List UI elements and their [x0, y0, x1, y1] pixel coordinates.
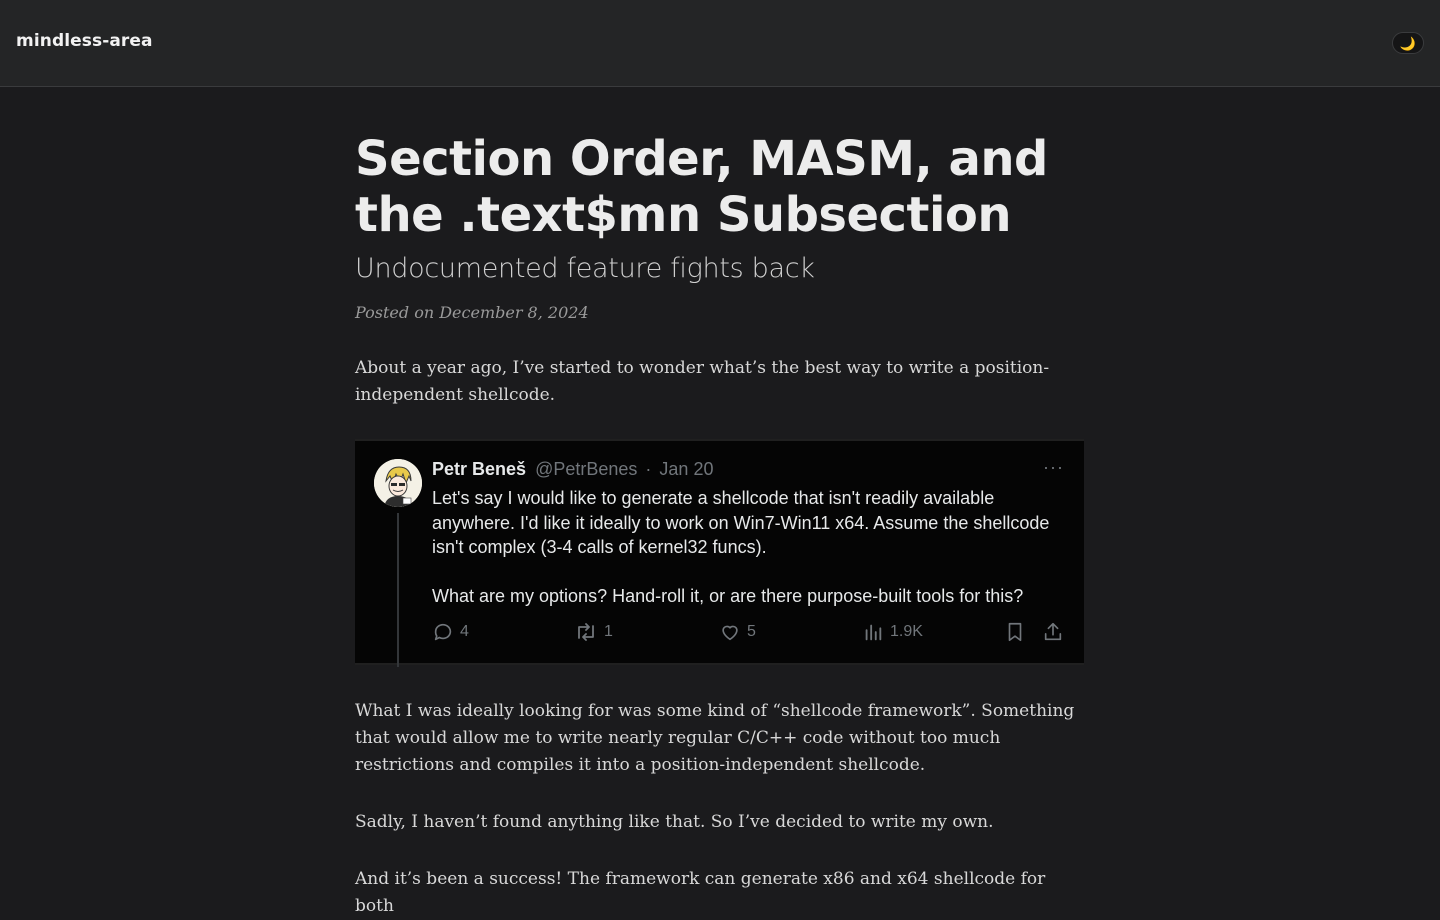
tweet-text-line: Let's say I would like to generate a shellcode that isn't readily available anywhere. I'd like it ideally to work on Win7-Win11 x64. Assume the shellcode isn't complex (3-4 calls of kernel32 funcs).	[432, 488, 1050, 557]
reply-icon	[432, 621, 454, 643]
tweet-date: Jan 20	[659, 459, 714, 479]
moon-icon: 🌙	[1399, 35, 1417, 51]
repost-icon	[574, 621, 598, 643]
views-icon	[862, 621, 884, 643]
repost-action	[574, 621, 613, 643]
paragraph: And it’s been a success! The framework can generate x86 and x64 shellcode for both	[355, 869, 1046, 916]
tweet-author-handle: @PetrBenes	[535, 459, 638, 479]
article	[355, 88, 1085, 920]
tweet-avatar	[374, 459, 422, 507]
post-subtitle: Undocumented feature fights back	[355, 253, 815, 284]
views-count: 1.9K	[890, 623, 923, 640]
bookmark-icon	[1004, 621, 1026, 643]
top-bar	[0, 0, 1440, 87]
bookmark-action	[1004, 621, 1026, 643]
tweet-embed-image	[355, 439, 1084, 665]
paragraph: Sadly, I haven’t found anything like that. So I’ve decided to write my own.	[355, 812, 994, 832]
more-options-icon: ···	[1043, 457, 1064, 477]
reply-count: 4	[460, 623, 469, 640]
reply-action	[432, 621, 469, 643]
views-action	[862, 621, 923, 643]
paragraph: What I was ideally looking for was some kind of “shellcode framework”. Something that would allow me to write nearly regular C/C++ code without too much restrictions and compiles it into a position-independent shellcode.	[355, 701, 1075, 775]
tweet-separator: ·	[645, 459, 652, 479]
repost-count: 1	[604, 623, 613, 640]
tweet-header	[432, 459, 713, 480]
tweet-text-line: What are my options? Hand-roll it, or are there purpose-built tools for this?	[432, 586, 1024, 606]
share-icon	[1042, 621, 1064, 643]
tweet-actions	[432, 621, 1067, 645]
post-date: Posted on December 8, 2024	[355, 303, 589, 322]
tweet-author-name: Petr Beneš	[432, 459, 527, 479]
paragraph: About a year ago, I’ve started to wonder what’s the best way to write a position-independent shellcode.	[355, 358, 1050, 405]
like-count: 5	[747, 623, 756, 640]
thread-line	[397, 513, 399, 667]
tweet-text	[432, 486, 1072, 609]
site-name-link[interactable]: mindless-area	[16, 31, 153, 51]
theme-toggle[interactable]	[1392, 32, 1424, 54]
like-action	[719, 621, 756, 643]
share-action	[1042, 621, 1064, 643]
post-title: Section Order, MASM, and the .text$mn Subsection	[355, 131, 1048, 243]
heart-icon	[719, 621, 741, 643]
